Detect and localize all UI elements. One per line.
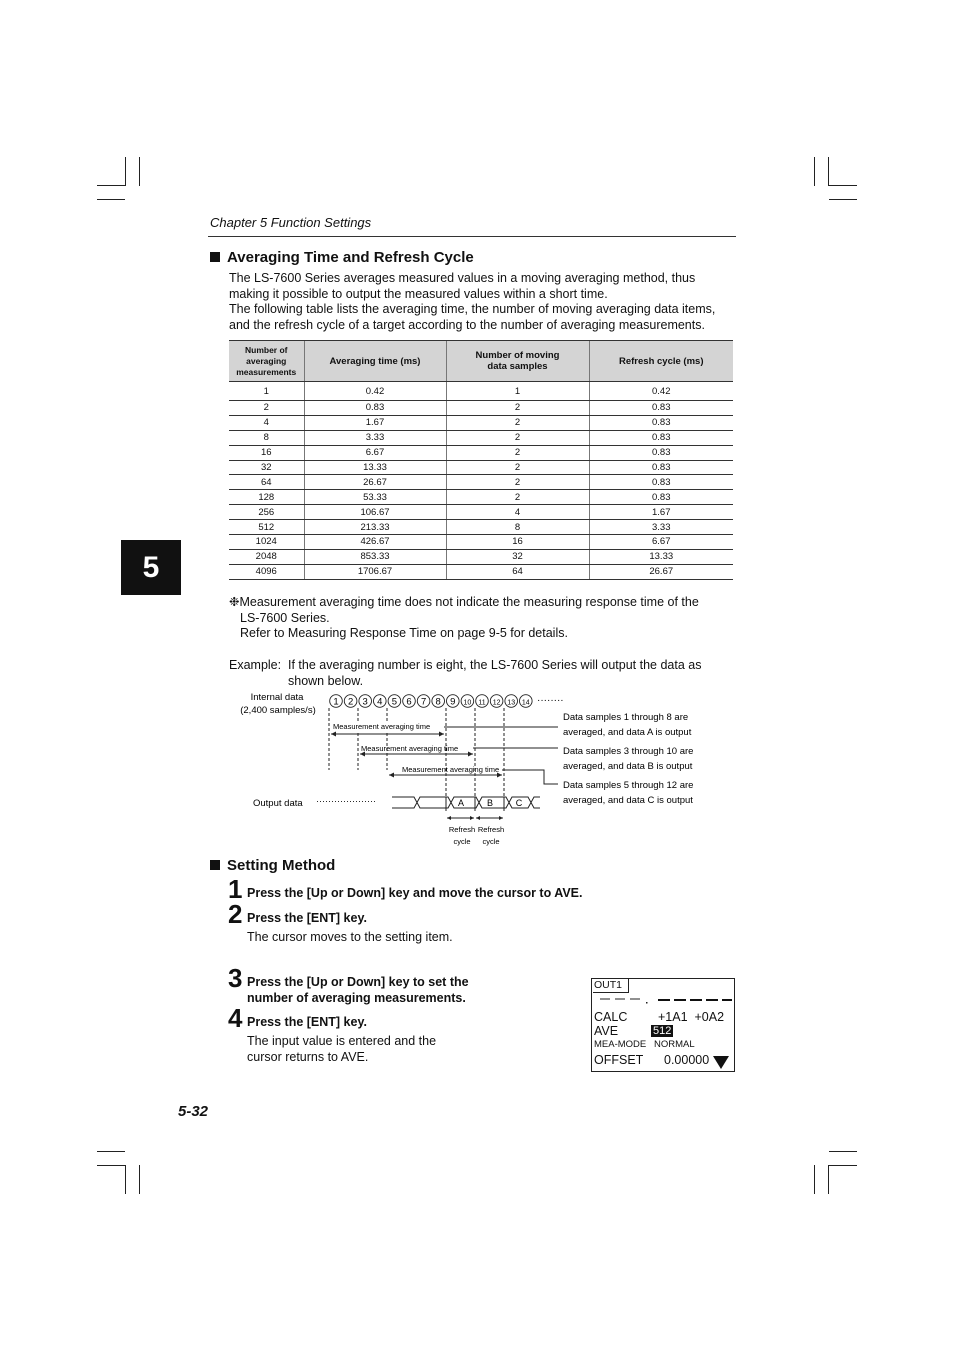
sample-number: 4 — [377, 696, 383, 708]
header-line: Refresh cycle (ms) — [619, 355, 704, 367]
table-cell: 0.83 — [589, 490, 733, 505]
sample-number: 5 — [391, 696, 398, 708]
intro-paragraph — [229, 271, 749, 333]
crop-mark — [125, 157, 126, 186]
table-header-cell — [229, 341, 304, 382]
lcd-offset-value: 0.00000 — [664, 1053, 710, 1067]
step-text: Press the [ENT] key. — [247, 911, 367, 925]
lcd-calc-value: +1A1 +0A2 — [658, 1010, 725, 1024]
sample-number: 11 — [478, 699, 486, 707]
crop-mark — [829, 199, 857, 200]
table-cell: 4096 — [229, 564, 304, 579]
avg-label-3: Measurement averaging time — [402, 765, 500, 774]
crop-mark — [828, 1165, 829, 1194]
crop-mark — [97, 185, 125, 186]
table-cell: 0.42 — [589, 382, 733, 401]
table-cell: 2048 — [229, 549, 304, 564]
step-text: Press the [ENT] key. — [247, 1015, 367, 1029]
paragraph-line: and the refresh cycle of a target according to the number of averaging measurements. — [229, 317, 705, 332]
table-cell: 1706.67 — [304, 564, 446, 579]
down-triangle-icon — [713, 1056, 729, 1069]
table-cell: 4 — [229, 415, 304, 430]
table-cell: 2 — [229, 401, 304, 416]
desc-b: Data samples 3 through 10 are — [563, 746, 694, 757]
table-cell: 213.33 — [304, 520, 446, 535]
header-line: Number of — [245, 344, 288, 355]
square-bullet-icon — [210, 252, 220, 262]
table-cell: 16 — [446, 535, 589, 550]
table-header-cell — [304, 341, 446, 382]
lcd-display — [591, 978, 735, 1072]
table-cell: 1024 — [229, 535, 304, 550]
avg-label-2: Measurement averaging time — [361, 744, 459, 753]
table-cell: 0.83 — [589, 445, 733, 460]
table-header-cell — [446, 341, 589, 382]
step-desc — [247, 1033, 436, 1065]
desc-c: averaged, and data C is output — [563, 795, 693, 806]
table-row — [229, 505, 733, 520]
table-cell: 64 — [446, 564, 589, 579]
crop-mark — [97, 199, 125, 200]
lcd-tab: OUT1 — [593, 979, 629, 993]
paragraph-line: The LS-7600 Series averages measured values in a moving averaging method, thus — [229, 271, 696, 285]
arrow-head-icon — [389, 773, 394, 778]
arrow-head-icon — [331, 732, 336, 737]
desc-a: Data samples 1 through 8 are — [563, 712, 689, 723]
crop-mark — [829, 185, 857, 186]
arrow-head-icon — [447, 816, 451, 820]
crop-mark — [125, 1165, 126, 1194]
table-cell: 0.83 — [304, 401, 446, 416]
paragraph-line: The following table lists the averaging time, the number of moving averaging data items, — [229, 302, 716, 316]
crop-mark — [97, 1165, 125, 1166]
table-row — [229, 564, 733, 579]
table-cell: 0.83 — [589, 430, 733, 445]
table-row — [229, 430, 733, 445]
example-line: shown below. — [288, 673, 364, 688]
crop-mark — [97, 1151, 125, 1152]
table-cell: 26.67 — [589, 564, 733, 579]
arrow-head-icon — [439, 732, 444, 737]
lcd-mea-label: MEA-MODE — [594, 1039, 647, 1050]
averaging-table — [229, 340, 733, 580]
output-c: C — [515, 798, 523, 808]
section-title-text: Setting Method — [227, 857, 336, 874]
step-text-line: Press the [Up or Down] key to set the — [247, 975, 469, 989]
table-cell: 512 — [229, 520, 304, 535]
lcd-mea-value: NORMAL — [654, 1039, 695, 1050]
paragraph-line: making it possible to output the measured values within a short time. — [229, 286, 608, 301]
table-cell: 6.67 — [304, 445, 446, 460]
chapter-tab: 5 — [121, 540, 181, 595]
desc-a: averaged, and data A is output — [563, 727, 692, 738]
table-row — [229, 490, 733, 505]
table-cell: 6.67 — [589, 535, 733, 550]
table-cell: 13.33 — [589, 549, 733, 564]
table-cell: 1 — [229, 382, 304, 401]
internal-data-rate: (2,400 samples/s) — [240, 705, 316, 716]
table-cell: 1.67 — [304, 415, 446, 430]
sample-number: 7 — [420, 696, 427, 708]
table-cell: 853.33 — [304, 549, 446, 564]
note-block — [229, 595, 749, 642]
table-cell: 13.33 — [304, 460, 446, 475]
crop-mark — [139, 157, 140, 186]
table-header-row — [229, 341, 733, 382]
table-cell: 0.83 — [589, 460, 733, 475]
table-cell: 32 — [446, 549, 589, 564]
table-header-cell — [589, 341, 733, 382]
note-line: LS-7600 Series. — [240, 610, 330, 625]
square-bullet-icon — [210, 860, 220, 870]
table-cell: 2 — [446, 445, 589, 460]
table-cell: 8 — [229, 430, 304, 445]
output-b: B — [486, 798, 494, 808]
step-text — [247, 974, 469, 1006]
lcd-ave-value: 512 — [653, 1025, 672, 1037]
table-cell: 1 — [446, 382, 589, 401]
section-title-setting — [210, 857, 335, 874]
step-number: 3 — [228, 963, 243, 993]
table-cell: 0.83 — [589, 475, 733, 490]
sample-number: 10 — [463, 699, 472, 707]
step-text: Press the [Up or Down] key and move the cursor to AVE. — [247, 886, 583, 900]
output-data-label: Output data — [253, 798, 303, 809]
leader-line — [502, 770, 558, 784]
sample-number: 1 — [333, 696, 339, 708]
section-title-averaging — [210, 249, 474, 266]
table-cell: 1.67 — [589, 505, 733, 520]
crop-mark — [829, 1151, 857, 1152]
step-desc: The cursor moves to the setting item. — [247, 930, 453, 944]
example-label: Example: — [229, 658, 282, 672]
header-line: measurements — [236, 366, 297, 377]
table-cell: 53.33 — [304, 490, 446, 505]
header-line: data samples — [487, 361, 548, 372]
example-line: If the averaging number is eight, the LS-7600 Series will output the data as — [288, 658, 702, 672]
table-cell: 106.67 — [304, 505, 446, 520]
lcd-calc-label: CALC — [594, 1010, 628, 1024]
step-text-line: number of averaging measurements. — [247, 991, 466, 1005]
refresh-label: cycle — [482, 837, 500, 846]
note-line: Refer to Measuring Response Time on page 9-5 for details. — [240, 626, 568, 640]
step-number: 1 — [228, 874, 243, 904]
table-cell: 26.67 — [304, 475, 446, 490]
sample-number: 3 — [362, 696, 368, 708]
header-rule — [208, 236, 736, 237]
table-cell: 8 — [446, 520, 589, 535]
table-cell: 2 — [446, 475, 589, 490]
header-line: Number of moving — [475, 350, 560, 361]
header-line: averaging — [246, 355, 287, 366]
refresh-label: Refresh — [477, 825, 505, 834]
table-row — [229, 382, 733, 401]
sample-ellipsis: ········ — [537, 695, 564, 706]
arrow-head-icon — [468, 752, 473, 757]
sample-number: 14 — [521, 699, 530, 707]
refresh-label: cycle — [453, 837, 471, 846]
table-row — [229, 445, 733, 460]
sample-circles — [330, 695, 532, 708]
sample-number: 9 — [450, 696, 456, 708]
table-cell: 256 — [229, 505, 304, 520]
arrow-head-icon — [476, 816, 480, 820]
step-desc-line: cursor returns to AVE. — [247, 1050, 369, 1064]
note-mark-icon: ❉ — [229, 595, 240, 609]
output-a: A — [457, 798, 465, 808]
table-cell: 3.33 — [304, 430, 446, 445]
sample-number: 2 — [347, 696, 354, 708]
table-cell: 3.33 — [589, 520, 733, 535]
note-line: Measurement averaging time does not indicate the measuring response time of the — [239, 595, 699, 609]
table-cell: 2 — [446, 490, 589, 505]
sample-number: 8 — [435, 696, 441, 708]
timing-diagram — [220, 688, 740, 848]
sample-number: 12 — [492, 699, 501, 707]
crop-mark — [829, 1165, 857, 1166]
refresh-label: Refresh — [448, 825, 476, 834]
table-row — [229, 415, 733, 430]
crop-mark — [828, 157, 829, 186]
arrow-head-icon — [499, 816, 503, 820]
table-row — [229, 401, 733, 416]
arrow-head-icon — [470, 816, 474, 820]
example-text — [288, 658, 738, 689]
table-cell: 2 — [446, 415, 589, 430]
chapter-header: Chapter 5 Function Settings — [210, 215, 372, 230]
table-row — [229, 549, 733, 564]
sample-number: 6 — [406, 696, 412, 708]
avg-label-1: Measurement averaging time — [333, 722, 431, 731]
section-title-text: Averaging Time and Refresh Cycle — [227, 249, 474, 266]
header-line: Averaging time (ms) — [329, 355, 421, 367]
step-number: 2 — [228, 899, 243, 929]
lcd-dash-row — [598, 996, 732, 1004]
table-cell: 2 — [446, 430, 589, 445]
lcd-ave-label: AVE — [594, 1024, 619, 1038]
step-desc-line: The input value is entered and the — [247, 1034, 437, 1048]
lcd-offset-label: OFFSET — [594, 1053, 644, 1067]
crop-mark — [139, 1165, 140, 1194]
table-cell: 128 — [229, 490, 304, 505]
page-number: 5-32 — [178, 1103, 209, 1120]
desc-b: averaged, and data B is output — [563, 761, 693, 772]
table-row — [229, 475, 733, 490]
output-dots: ···················· — [316, 796, 376, 806]
step-number: 4 — [228, 1003, 243, 1033]
table-row — [229, 460, 733, 475]
table-cell: 426.67 — [304, 535, 446, 550]
table-cell: 0.83 — [589, 401, 733, 416]
table-row — [229, 520, 733, 535]
crop-mark — [814, 1165, 815, 1194]
crop-mark — [814, 157, 815, 186]
sample-number: 13 — [507, 699, 516, 707]
table-cell: 0.42 — [304, 382, 446, 401]
table-cell: 2 — [446, 401, 589, 416]
table-cell: 64 — [229, 475, 304, 490]
table-cell: 32 — [229, 460, 304, 475]
internal-data-label: Internal data — [250, 692, 304, 703]
desc-c: Data samples 5 through 12 are — [563, 780, 694, 791]
table-row — [229, 535, 733, 550]
table-cell: 4 — [446, 505, 589, 520]
table-cell: 2 — [446, 460, 589, 475]
table-cell: 0.83 — [589, 415, 733, 430]
table-cell: 16 — [229, 445, 304, 460]
